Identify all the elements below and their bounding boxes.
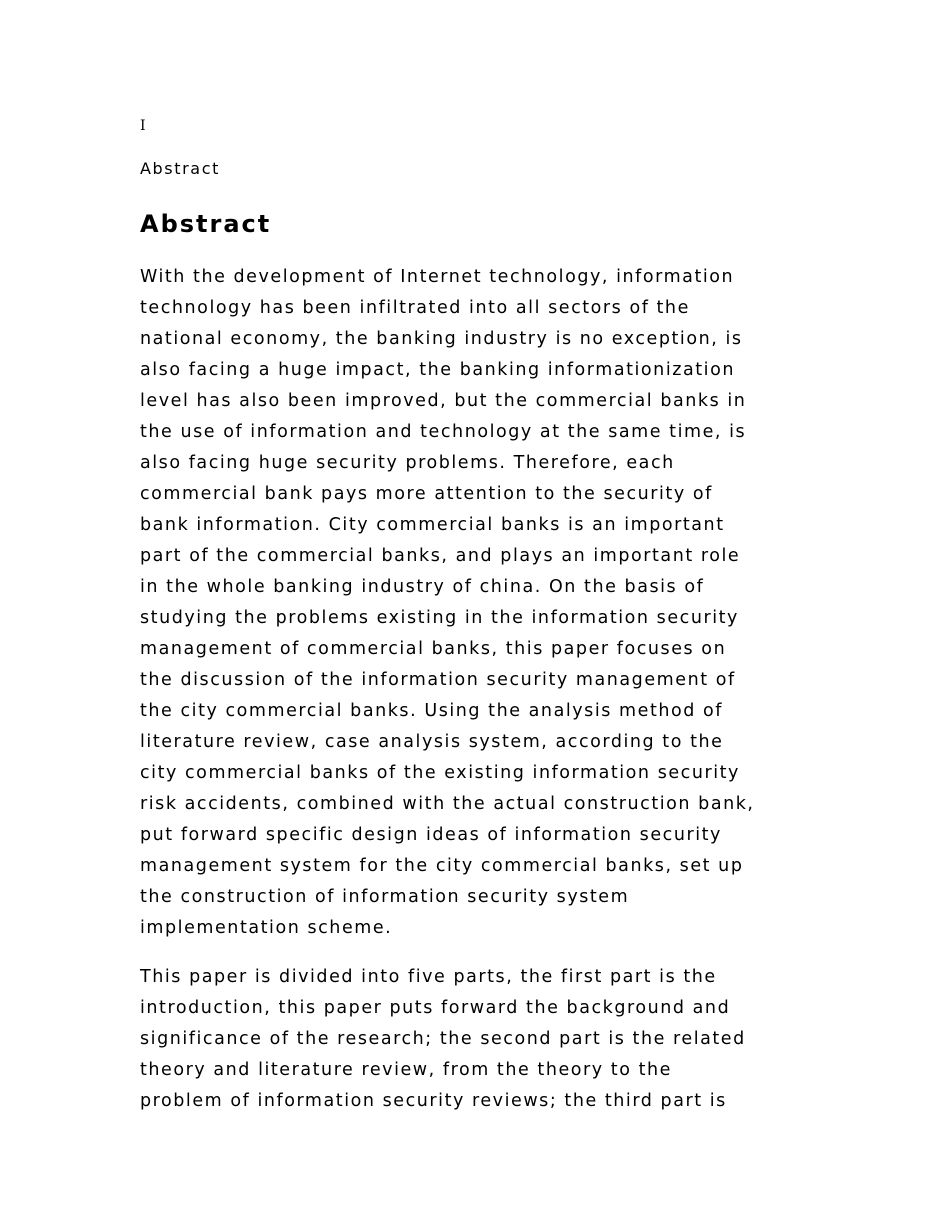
text-line: in the whole banking industry of china. On the basis of [140, 577, 705, 597]
text-line: city commercial banks of the existing information security [140, 763, 740, 783]
text-line: management system for the city commercial banks, set up [140, 856, 744, 876]
text-line: put forward specific design ideas of information security [140, 825, 722, 845]
text-line: studying the problems existing in the information security [140, 608, 739, 628]
text-line: technology has been infiltrated into all sectors of the [140, 298, 690, 318]
text-line: also facing a huge impact, the banking informationization [140, 360, 735, 380]
text-line: also facing huge security problems. Therefore, each [140, 453, 675, 473]
text-line: significance of the research; the second part is the related [140, 1029, 746, 1049]
text-line: the use of information and technology at the same time, is [140, 422, 747, 442]
text-line: part of the commercial banks, and plays an important role [140, 546, 741, 566]
text-line: This paper is divided into five parts, the first part is the [140, 967, 717, 987]
abstract-paragraph-2 [140, 962, 820, 1117]
text-line: national economy, the banking industry is no exception, is [140, 329, 743, 349]
text-line: implementation scheme. [140, 918, 393, 938]
text-line: literature review, case analysis system, according to the [140, 732, 724, 752]
text-line: risk accidents, combined with the actual construction bank, [140, 794, 755, 814]
text-line: the discussion of the information security management of [140, 670, 736, 690]
text-line: commercial bank pays more attention to the security of [140, 484, 713, 504]
text-line: the construction of information security system [140, 887, 630, 907]
text-line: introduction, this paper puts forward the background and [140, 998, 731, 1018]
text-line: the city commercial banks. Using the analysis method of [140, 701, 723, 721]
text-line: With the development of Internet technology, information [140, 267, 735, 287]
abstract-paragraph-1 [140, 262, 820, 944]
running-header: Abstract [140, 159, 220, 178]
section-heading: Abstract [140, 210, 272, 238]
text-line: theory and literature review, from the theory to the [140, 1060, 672, 1080]
page-number: I [140, 118, 146, 134]
text-line: problem of information security reviews; the third part is [140, 1091, 727, 1111]
text-line: management of commercial banks, this paper focuses on [140, 639, 727, 659]
text-line: level has also been improved, but the commercial banks in [140, 391, 747, 411]
text-line: bank information. City commercial banks is an important [140, 515, 725, 535]
